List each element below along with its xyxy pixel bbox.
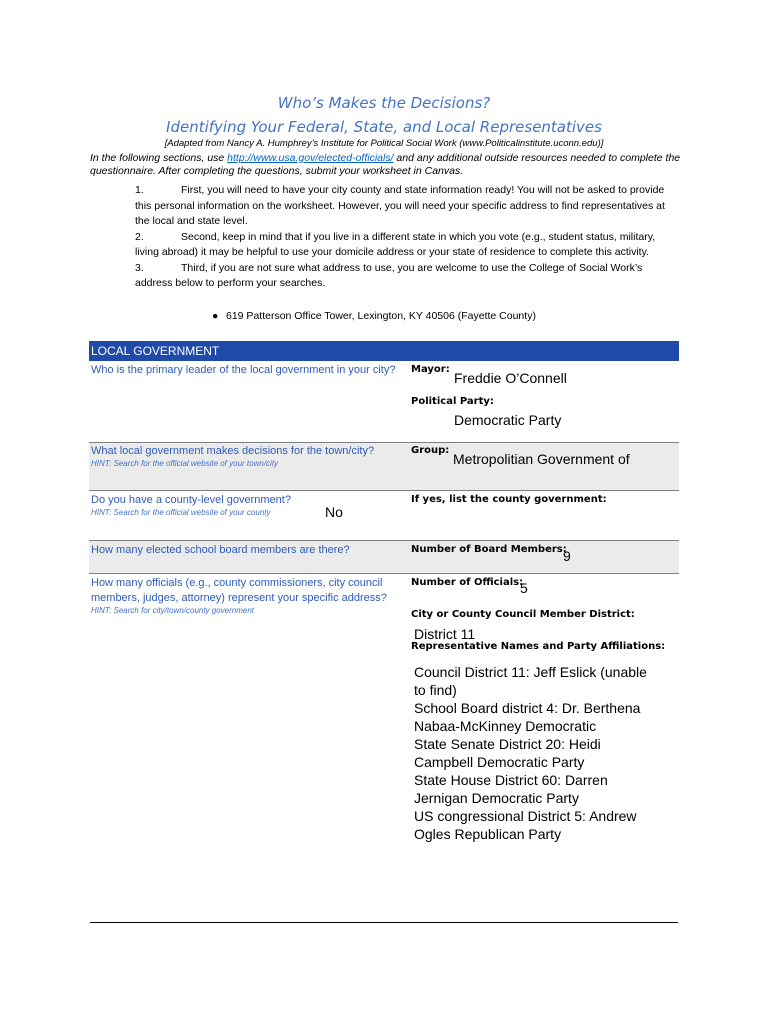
representatives-answer[interactable]: [414, 663, 647, 843]
step-text: First, you will need to have your city county and state information ready! You will not be asked to provide this personal information on the worksheet. However, you will need your specific address to find representatives at the local and state level.: [135, 184, 665, 227]
group-label: Group:: [411, 445, 450, 456]
bottom-divider: [90, 922, 678, 923]
rep-line: US congressional District 5: Andrew: [414, 808, 637, 824]
address-bullet: [212, 310, 536, 322]
representatives-label: Representative Names and Party Affiliations:: [411, 641, 666, 652]
step-number: 1.: [135, 184, 144, 196]
mayor-label: Mayor:: [411, 364, 450, 375]
officials-label: Number of Officials:: [411, 577, 524, 588]
step-number: 2.: [135, 230, 144, 243]
rep-line: State House District 60: Darren: [414, 772, 608, 788]
officials-answer[interactable]: 5: [520, 580, 528, 596]
local-government-table: [89, 341, 679, 874]
board-members-label: Number of Board Members:: [411, 544, 567, 555]
mayor-answer[interactable]: Freddie O’Connell: [454, 370, 567, 386]
school-board-question: How many elected school board members are there?: [91, 544, 350, 556]
local-gov-question-text: What local government makes decisions for the town/city?: [91, 445, 375, 457]
party-label: Political Party:: [411, 396, 494, 407]
board-members-answer[interactable]: 9: [563, 548, 571, 564]
rep-line: State Senate District 20: Heidi: [414, 736, 601, 752]
county-question: [91, 493, 396, 518]
county-row: [89, 491, 679, 541]
step-number: 3.: [135, 261, 144, 274]
group-answer[interactable]: Metropolitian Government of: [453, 451, 630, 467]
intro-paragraph: [90, 152, 686, 178]
officials-question: [91, 576, 396, 616]
step-text: Third, if you are not sure what address to use, you are welcome to use the College of Social Work’s address below to perform your searches.: [135, 261, 643, 289]
mayor-row: [89, 361, 679, 443]
adapted-note: [Adapted from Nancy A. Humphrey’s Institute for Political Social Work (www.Politicalinstitute.uconn.edu)]: [164, 138, 604, 149]
officials-hint: HINT: Search for city/town/county government: [91, 606, 255, 615]
intro-text-before: In the following sections, use: [90, 152, 228, 164]
mayor-question: Who is the primary leader of the local government in your city?: [91, 364, 396, 376]
address-text: 619 Patterson Office Tower, Lexington, KY 40506 (Fayette County): [226, 310, 536, 322]
instruction-steps: [135, 183, 680, 292]
rep-line: Campbell Democratic Party: [414, 754, 585, 770]
county-answer[interactable]: No: [325, 504, 343, 520]
title-line-2: Identifying Your Federal, State, and Local Representatives: [166, 118, 602, 136]
district-answer[interactable]: District 11: [414, 626, 476, 642]
county-hint: HINT: Search for the official website of your county: [91, 508, 271, 517]
county-question-text: Do you have a county-level government?: [91, 494, 291, 506]
officials-row: [89, 574, 679, 874]
rep-line: Council District 11: Jeff Eslick (unable: [414, 664, 647, 680]
bullet-icon: ●: [212, 310, 219, 322]
rep-line: School Board district 4: Dr. Berthena: [414, 700, 641, 716]
table-header: LOCAL GOVERNMENT: [89, 341, 679, 361]
usa-gov-link[interactable]: http://www.usa.gov/elected-officials/: [227, 152, 394, 164]
district-label: City or County Council Member District:: [411, 609, 635, 620]
local-gov-hint: HINT: Search for the official website of your town/city: [91, 459, 279, 468]
party-answer[interactable]: Democratic Party: [454, 412, 562, 428]
local-gov-question: [91, 444, 396, 469]
intro-text-after: and any additional outside resources needed to complete the questionnaire. After completing the questions, submit your worksheet in Canvas.: [90, 152, 681, 177]
step-item: [135, 230, 680, 261]
step-item: [135, 183, 680, 230]
school-board-row: [89, 541, 679, 574]
county-label: If yes, list the county government:: [411, 494, 607, 505]
rep-line: to find): [414, 682, 457, 698]
step-item: [135, 261, 680, 292]
step-text: Second, keep in mind that if you live in a different state in which you vote (e.g., student status, military, living abroad) it may be helpful to use your domicile address or your state of residence to complete this activity.: [135, 230, 656, 258]
rep-line: Nabaa-McKinney Democratic: [414, 718, 597, 734]
rep-line: Jernigan Democratic Party: [414, 790, 579, 806]
rep-line: Ogles Republican Party: [414, 826, 562, 842]
officials-question-text: How many officials (e.g., county commissioners, city council members, judges, attorney) represent your specific address?: [91, 577, 387, 604]
title-line-1: Who’s Makes the Decisions?: [277, 94, 491, 112]
local-gov-row: [89, 443, 679, 491]
